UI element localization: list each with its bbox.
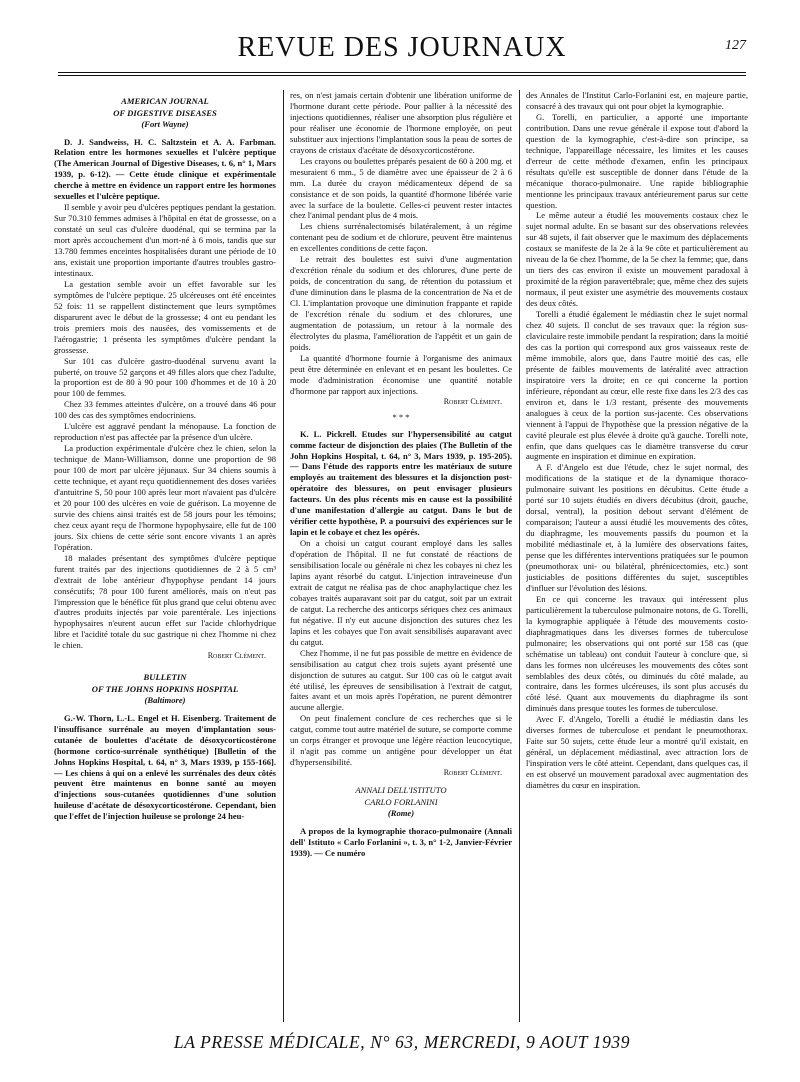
paragraph: Sur 101 cas d'ulcère gastro-duodénal survenu avant la puberté, on trouve 52 garçons et 49 filles alors que chez l'adulte, la proportion est de 80 à 90 pour 100 d'hommes et de 10 à 20 pour 100 de femmes. <box>54 355 276 399</box>
paragraph: Chez 33 femmes atteintes d'ulcère, on a trouvé dans 46 pour 100 des cas des symptômes endocriniens. <box>54 399 276 421</box>
paragraph: Torelli a étudié également le médiastin chez le sujet normal chez 40 sujets. Il conclut de ses travaux que: la région sus-claviculaire reste immobile pendant la respiration; dans la moitié des cas la portion qui correspond aux gros vaisseaux reste de même immobile, alors que, dans l'autre moitié des cas, elle présente de faibles mouvements de latéralité avec attraction inspiratoire vers la droite; en ce qui concerne la portion inférieure, répondant au cœur, elle reste fixe dans les 2/3 des cas environ et, dans le 1/3 restant, présente des mouvements analogues à ceux de la portion sus-jacente. Ces observations viennent à l'appui de l'hypothèse que la pression négative de la cavité pleurale est plus élevée à droite qu'à gauche. Torelli note, enfin, que dans quelques cas le diamètre transverse du cœur augmente en inspiration et diminue en expiration. <box>526 309 748 462</box>
section-title: BULLETIN <box>143 672 187 683</box>
article-heading: K. L. Pickrell. Etudes sur l'hypersensibilité au catgut comme facteur de disjonction des plaies (The Bulletin of the John Hopkins Hospital, t. 64, n° 3, Mars 1939, p. 195-205). — Dans l'étude des rapports entre les matériaux de suture employés au traitement des blessures et la disjonction post-opératoire des blessures, on peut envisager plusieurs facteurs. Un des plus récents mis en cause est la possibilité d'une manifestation d'allergie au catgut. Dans le but de vérifier cette hypothèse, P. a poursuivi des expériences sur le lapin et le cobaye et chez les opérés. <box>290 428 512 538</box>
paragraph: G. Torelli, en particulier, a apporté une importante contribution. Dans une revue générale il expose tout d'abord la question de la kymographie, c'est-à-dire son principe, sa technique, l'appareillage nécessaire, les limites et les causes d'erreur de cette méthode d'examen, enfin les principaux résultats qu'elle est susceptible de donner dans l'étude de la mécanique thoraco-pulmonaire. Une rapide bibliographie mentionne les principaux travaux antérieurement parus sur cette question. <box>526 111 748 210</box>
paragraph: Les chiens surrénalectomisés bilatéralement, à un régime contenant peu de sodium et de chlorure, peuvent être maintenus en excellentes conditions de cette façon. <box>290 221 512 254</box>
section-place: (Rome) <box>387 808 415 819</box>
paragraph: La production expérimentale d'ulcère chez le chien, selon la technique de Mann-Williamson, donne une proportion de 98 pour 100 de mort par ulcère jéjunaux. Sur 34 chiens soumis à cette technique, et ayant reçu quotidiennement des doses variées d'antuitrine S, 50 pour 100 après leur mort n'avaient pas d'ulcère et 20 pour 100 des ulcères en voie de guérison. La moyenne de survie des chiens ainsi traités est de 58 jours pour les témoins; chez ceux ayant reçu de l'hormone hypophysaire, elle fut de 100 jours. Six chiens de cette série sont encore vivants 1 an après l'opération. <box>54 443 276 552</box>
paragraph: On peut finalement conclure de ces recherches que si le catgut, comme tout autre matériel de suture, se comporte comme un corps étranger et provoque une légère réaction leucocytique, il n'agit pas comme un antigène pour développer un état d'hypersensibilité. <box>290 713 512 768</box>
article-heading: A propos de la kymographie thoraco-pulmonaire (Annali dell' Istituto « Carlo Forlanini », t. 3, n° 1-2, Janvier-Février 1939). — Ce numéro <box>290 825 512 858</box>
page-footer: LA PRESSE MÉDICALE, N° 63, MERCREDI, 9 AOUT 1939 <box>173 1032 631 1052</box>
masthead <box>58 28 746 68</box>
paragraph: La gestation semble avoir un effet favorable sur les symptômes de l'ulcère peptique. 25 ulcéreuses ont été enceintes 52 fois: 11 se rappellent distinctement que leurs symptômes disparurent avec le début de la grossesse; 4 ont eu pendant les trois premiers mois des nausées, des vomissements et de l'aérogastrie; 1 présenta les symptômes d'ulcère pendant la grossesse. <box>54 278 276 355</box>
paragraph: La quantité d'hormone fournie à l'organisme des animaux peut être déterminée en enlevant et en pesant les boulettes. Ce mode d'administration économise une quantité notable d'hormone par rapport aux injections. <box>290 352 512 396</box>
article-separator: * * * <box>392 411 410 422</box>
author-signature: Robert Clément. <box>443 768 502 778</box>
section-place: (Fort Wayne) <box>141 119 189 129</box>
page-number: 127 <box>725 38 746 53</box>
column-middle <box>290 90 512 1020</box>
column-right <box>526 90 748 1020</box>
paragraph: 18 malades présentant des symptômes d'ulcère peptique furent traités par des injections quotidiennes de 2 à 5 cm³ d'extrait de lobe antérieur d'hypophyse pendant 14 jours consécutifs; 78 pour 100 furent améliorés, mais on n'eut pas l'impression que le bénéfice fût plus grand que celui obtenu avec d'autres produits injectés par voie parentérale. Les injections hypophysaires n'eurent aucun effet sur l'acide chlorhydrique libre et l'acidité totale du suc gastrique ni chez l'homme ni chez le chien. <box>54 552 276 651</box>
article-heading: G.-W. Thorn, L.-L. Engel et H. Eisenberg. Traitement de l'insuffisance surrénale au moyen d'implantation sous-cutanée de boulettes d'acétate de désoxycorticostérone (hormone cortico-surrénale synthétique) [Bulletin of the Johns Hopkins Hospital, t. 64, n° 3, Mars 1939, p 155-166]. — Les chiens à qui on a enlevé les surrénales des deux côtés peuvent être maintenus en bonne santé au moyen d'injections sous-cutanées quotidiennes d'une solution huileuse d'acétate de désoxycorticostérone. Cependant, bien que l'effet de l'injection huileuse se prolonge 24 heu- <box>54 712 276 822</box>
column-left <box>54 90 276 1020</box>
article-columns <box>54 90 750 1020</box>
paragraph: En ce qui concerne les travaux qui intéressent plus particulièrement la tuberculose pulmonaire notons, de G. Torelli, la kymographie appliquée à l'étude des mouvements costo-diaphragmatiques dans les diverses formes de tuberculose pulmonaire; les observations qui ont porté sur 158 cas (que schématise un tableau) ont conduit l'auteur à conclure que, si dans les formes non ulcéreuses les mouvements des côtes sont semblables des deux côtés, ou diminués du côté malade, au contraire, dans les formes ulcéreuses, ils sont plus accusés du côté lésé. Quant aux mouvements du diaphragme ils sont diminués dans presque toutes les formes de tuberculose. <box>526 593 748 714</box>
paragraph: res, on n'est jamais certain d'obtenir une libération uniforme de l'hormone durant cette période. Pour pallier à la nécessité des injections quotidiennes, réaliser une absorption plus régulière et pour réaliser une économie de l'hormone employée, on peut substituer aux injections l'implantation sous la peau de sortes de crayons de cristaux d'acétate de désoxycorticostérone. <box>290 90 512 155</box>
paragraph: On a choisi un catgut courant employé dans les salles d'opération de l'hôpital. Il ne fut constaté de réactions de sensibilisation locale ou générale ni chez les cobayes ni chez les lapins ayant résorbé du catgut. L'injection intraveineuse d'un extrait de catgut ne réalisa pas de choc anaphylactique chez les cobayes traités auparavant soit par du catgut, soit par un extrait de catgut. La recherche des anticorps sériques chez ces animaux fut négative. Il n'y eut aucune disjonction des sutures chez les lapins et les cobayes que l'on avait sensibilisés auparavant avec du catgut. <box>290 538 512 647</box>
paragraph: L'ulcère est aggravé pendant la ménopause. La fonction de reproduction n'est pas affectée par la présence d'un ulcère. <box>54 421 276 443</box>
section-title: OF THE JOHNS HOPKINS HOSPITAL <box>91 683 239 694</box>
paragraph: A F. d'Angelo est due l'étude, chez le sujet normal, des modifications de la statique et de la dynamique thoraco-pulmonaire suivant les positions en décubitus. Cette étude a porté sur 10 sujets étudiés en divers décubitus (droit, gauche, dorsal, ventral), la position debout servant d'élément de comparaison; l'auteur a aussi étudié les mouvements des côtes, du diaphragme, les mouvements passifs du poumon et la mobilité médiastinale et, à la lumière des observations faites, pense que les différentes interventions pratiquées sur le poumon (pneumothorax uni- ou bilatéral, phrénicectomies, etc.) sont justiciables de positions différentes du sujet, susceptibles d'influer sur l'évolution des lésions. <box>526 462 748 593</box>
paragraph: Avec F. d'Angelo, Torelli a étudié le médiastin dans les diverses formes de tuberculose et pendant le pneumothorax. Faite sur 50 sujets, cette étude leur a montré qu'il existait, en général, un déplacement médiastinal, avec attraction lors de l'inspiration vers le côté atteint. Cependant, dans quelques cas, il en est observé un mouvement paradoxal avec augmentation des diamètres du cœur en inspiration. <box>526 714 748 791</box>
paragraph: Les crayons ou boulettes préparés pesaient de 60 à 200 mg. et mesuraient 6 mm., 5 de diamètre avec une épaisseur de 2 à 6 mm. La durée du crayon médicamenteux dépend de sa consistance et de son poids, la quantité d'hormone libérée varie avec la surface de la boulette. Celles-ci peuvent rester intactes chez l'animal pendant plus de 4 mois. <box>290 155 512 221</box>
paragraph: Il semble y avoir peu d'ulcères peptiques pendant la gestation. Sur 70.310 femmes admises à l'hôpital en état de grossesse, on a constaté un seul cas d'ulcère duodénal, qui se termina par la mort après accouchement d'un mort-né à 6 mois, tandis que sur 13.780 femmes enceintes hospitalisées durant une période de 10 ans, existait une proportion importante d'autres troubles gastro-intestinaux. <box>54 202 276 278</box>
section-title: CARLO FORLANINI <box>364 796 438 807</box>
section-title: AMERICAN JOURNAL <box>121 96 209 106</box>
author-signature: Robert Clément. <box>207 651 266 661</box>
paragraph: des Annales de l'Institut Carlo-Forlanini est, en majeure partie, consacré à des travaux qui ont pour objet la kymographie. <box>526 90 748 111</box>
section-place: (Baltimore) <box>144 695 186 706</box>
header-rule-thin <box>58 75 746 76</box>
paragraph: Chez l'homme, il ne fut pas possible de mettre en évidence de sensibilisation au catgut chez trois sujets ayant présenté une disjonction de sutures au catgut. Sur 100 cas où le catgut avait été utilisé, les épreuves de sensibilisation à l'extrait de catgut, faites avant et un mois après l'opération, ne purent démontrer aucune allergie. <box>290 647 512 713</box>
journal-title: REVUE DES JOURNAUX <box>237 32 567 63</box>
paragraph: Le même auteur a étudié les mouvements costaux chez le sujet normal adulte. En se basant sur des observations relevées sur 48 sujets, il fait observer que le maximum des déplacements costaux se manifeste de la 2e à la 9e côte et particulièrement au niveau de la 6e chez l'homme, de la 5e chez la femme; que, dans un tiers des cas environ il existe un mouvement paradoxal à proximité de la région paravertébrale; que, même chez des sujets normaux, il peut exister une asymétrie des mouvements costaux des deux côtés. <box>526 210 748 309</box>
paragraph: Le retrait des boulettes est suivi d'une augmentation d'excrétion rénale du sodium et des chlorures, d'une perte de poids, de concentration du sang, de rétention du potassium et d'une diminution dans le plasma de la concentration de Na et de Cl. L'implantation provoque une diminution frappante et rapide de l'excrétion rénale du sodium et des chlorures, une augmentation de potassium, un retour à la normale des électrolytes du plasma, l'amélioration de l'appétit et un gain de poids. <box>290 254 512 352</box>
section-title: OF DIGESTIVE DISEASES <box>113 107 217 118</box>
author-signature: Robert Clément. <box>443 396 502 406</box>
section-title: ANNALI DELL'ISTITUTO <box>355 785 447 796</box>
article-heading: D. J. Sandweiss, H. C. Saltzstein et A. A. Farbman. Relation entre les hormones sexuelles et l'ulcère peptique (The American Journal of Digestive Diseases, t. 6, n° 1, Mars 1939, p. 6-12). — Cette étude clinique et expérimentale cherche à mettre en évidence un rapport entre les hormones sexuelles et l'ulcère peptique. <box>54 136 276 202</box>
header-rule <box>58 72 746 73</box>
